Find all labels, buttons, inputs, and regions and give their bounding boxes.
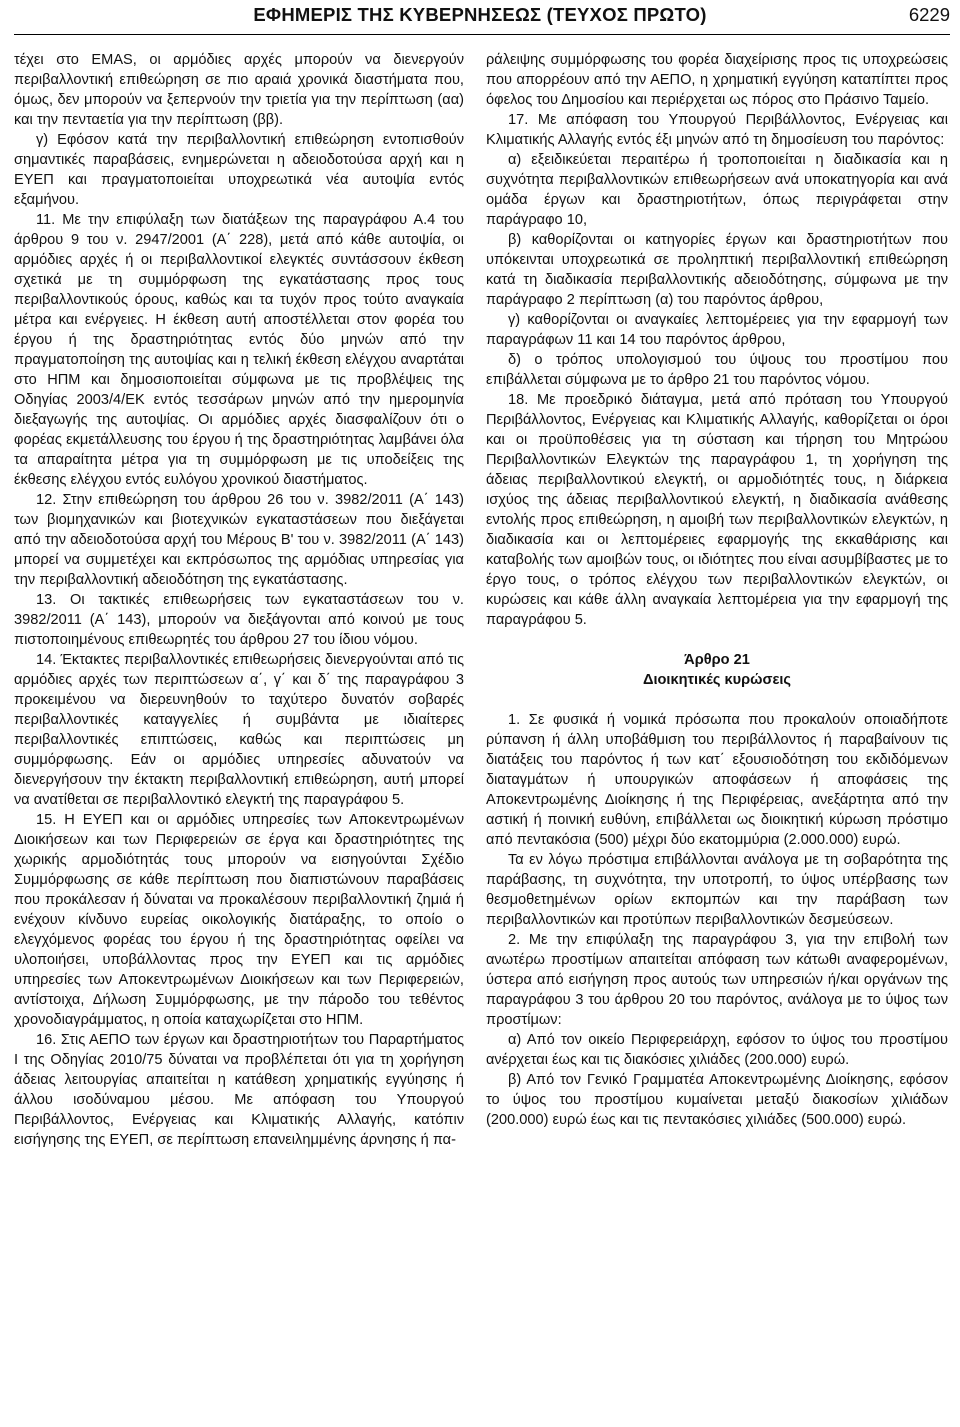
paragraph: 2. Με την επιφύλαξη της παραγράφου 3, για την επιβολή των ανωτέρω προστίμων απαιτείται απόφαση των κάτωθι αναφερομένων, ύστερα από εισήγηση προς αυτούς των υπηρεσιών ή/και οργάνων της παραγράφου 3 του άρθρου 20 του παρόντος, ανάλογα με το ύψος των προστίμων: xyxy=(486,932,948,1028)
left-column xyxy=(14,50,464,1150)
spacer xyxy=(486,690,948,710)
paragraph: ράλειψης συμμόρφωσης του φορέα διαχείρισης προς τις υποχρεώσεις που απορρέουν από την ΑΕΠΟ, η χρηματική εγγύηση καταπίπτει προς όφελος του Δημοσίου και περιέρχεται ως πόρος στο Πράσινο Ταμείο. xyxy=(486,52,948,108)
paragraph: 14. Έκτακτες περιβαλλοντικές επιθεωρήσεις διενεργούνται από τις αρμόδιες αρχές των περιπτώσεων α΄, γ΄ και δ΄ της παραγράφου 3 προκειμένου να διερευνηθούν το ταχύτερο δυνατόν σοβαρές περιβαλλοντικές καταγγελίες ή συμβάντα με ιδιαίτερες περιβαλλοντικές επιπτώσεις, καθώς και περιπτώσεις μη συμμόρφωσης. Εάν οι αρμόδιες υπηρεσίες αδυνατούν να διενεργήσουν την έκτακτη περιβαλλοντική επιθεώρηση, αυτή μπορεί να ανατίθεται σε περιβαλλοντικό ελεγκτή της παραγράφου 5. xyxy=(14,652,464,808)
paragraph: 11. Με την επιφύλαξη των διατάξεων της παραγράφου Α.4 του άρθρου 9 του ν. 2947/2001 (Α΄ 228), μετά από κάθε αυτοψία, οι αρμόδιες αρχές ή οι περιβαλλοντικοί ελεγκτές συντάσσουν έκθεση σχετικά με τη συμμόρφωση της εγκατάστασης προς τους περιβαλλοντικούς όρους, καθώς και τα τυχόν προς τούτο αναγκαία μέτρα και ενέργειες. Η έκθεση αυτή αποστέλλεται στον φορέα του έργου ή της δραστηριότητας εντός δύο μηνών από την πραγματοποίηση της αυτοψίας και η τελική έκθεση ελέγχου αναρτάται στο ΗΠΜ και δημοσιοποιείται σύμφωνα με τις προβλέψεις της Οδηγίας 2003/4/ΕΚ εντός τεσσάρων μηνών από την ημερομηνία διεξαγωγής της αυτοψίας. Οι αρμόδιες αρχές διασφαλίζουν ότι ο φορέας εκμετάλλευσης του έργου ή της δραστηριότητας λαμβάνει όλα τα απαραίτητα μέτρα για τη συμμόρφωση με τις υποδείξεις της έκθεσης ελέγχου εντός ευλόγου χρονικού διαστήματος. xyxy=(14,212,464,488)
article-title: Διοικητικές κυρώσεις xyxy=(642,672,792,688)
paragraph: τέχει στο EMAS, οι αρμόδιες αρχές μπορούν να διενεργούν περιβαλλοντική επιθεώρηση σε πιο αραιά χρονικά διαστήματα που, όμως, δεν μπορούν να ξεπερνούν την τριετία για την περίπτωση (αα) και την πενταετία για την περίπτωση (ββ). xyxy=(14,52,464,128)
page-header xyxy=(0,0,960,36)
paragraph: 1. Σε φυσικά ή νομικά πρόσωπα που προκαλούν οποιαδήποτε ρύπανση ή άλλη υποβάθμιση του περιβάλλοντος ή παραβαίνουν τις διατάξεις του παρόντος ή των κατ΄ εξουσιοδότηση του εκδιδόμενων διαταγμάτων ή υπουργικών αποφάσεων ή αποφάσεις της Αποκεντρωμένης Διοίκησης ή της Περιφέρειας, ανεξάρτητα από την αστική ή ποινική ευθύνη, επιβάλλεται ως διοικητική κύρωση πρόστιμο από πεντακόσια (500) μέχρι δύο εκατομμύρια (2.000.000) ευρώ. xyxy=(486,712,948,848)
paragraph: α) εξειδικεύεται περαιτέρω ή τροποποιείται η διαδικασία και η συχνότητα περιβαλλοντικών επιθεωρήσεων ανά υποκατηγορία και ανά ομάδα έργων και δραστηριοτήτων, όπως περιγράφεται στην παράγραφο 10, xyxy=(486,152,948,228)
publication-title: ΕΦΗΜΕΡΙΣ ΤΗΣ ΚΥΒΕΡΝΗΣΕΩΣ (ΤΕΥΧΟΣ ΠΡΩΤΟ) xyxy=(253,4,707,25)
paragraph: γ) Εφόσον κατά την περιβαλλοντική επιθεώρηση εντοπισθούν σημαντικές παραβάσεις, ενημερώνεται η αδειοδοτούσα αρχή και η ΕΥΕΠ και πραγματοποιείται υποχρεωτικά νέα αυτοψία εντός εξαμήνου. xyxy=(14,132,464,208)
article-number: Άρθρο 21 xyxy=(684,652,750,668)
paragraph: 12. Στην επιθεώρηση του άρθρου 26 του ν. 3982/2011 (Α΄ 143) των βιομηχανικών και βιοτεχνικών εγκαταστάσεων που διεξάγεται από την αδειοδοτούσα αρχή του Μέρους Β' του ν. 3982/2011 (Α΄ 143) μπορεί να συμμετέχει και εκπρόσωπος της αρμόδιας υπηρεσίας για την περιβαλλοντική αδειοδότηση της εγκατάστασης. xyxy=(14,492,464,588)
paragraph: α) Από τον οικείο Περιφερειάρχη, εφόσον το ύψος του προστίμου ανέρχεται έως και τις διακόσιες χιλιάδες (200.000) ευρώ. xyxy=(486,1032,948,1068)
paragraph: 13. Οι τακτικές επιθεωρήσεις των εγκαταστάσεων του ν. 3982/2011 (Α΄ 143), μπορούν να διεξάγονται από κοινού με τους πιστοποιημένους επιθεωρητές του άρθρου 27 του ίδιου νόμου. xyxy=(14,592,464,648)
spacer xyxy=(486,630,948,650)
paragraph: β) Από τον Γενικό Γραμματέα Αποκεντρωμένης Διοίκησης, εφόσον το ύψος του προστίμου κυμαίνεται μεταξύ διακοσίων χιλιάδων (200.000) ευρώ έως και τις πεντακόσιες χιλιάδες (500.000) ευρώ. xyxy=(486,1072,948,1128)
header-rule xyxy=(14,34,950,35)
page-number: 6229 xyxy=(908,4,950,25)
paragraph: Τα εν λόγω πρόστιμα επιβάλλονται ανάλογα με τη σοβαρότητα της παράβασης, τη συχνότητα, την υποτροπή, το ύψος υπέρβασης των θεσμοθετημένων ορίων εκπομπών και την παράβαση των περιβαλλοντικών και προτύπων περιβαλλοντικών δεσμεύσεων. xyxy=(486,852,948,928)
paragraph: 18. Με προεδρικό διάταγμα, μετά από πρόταση του Υπουργού Περιβάλλοντος, Ενέργειας και Κλιματικής Αλλαγής, καθορίζεται οι όροι και οι προϋποθέσεις για τη σύσταση και τήρηση του Μητρώου Περιβαλλοντικών Ελεγκτών της παραγράφου 1, τη χορήγηση της άδειας περιβαλλοντικού ελεγκτή, οι αρμοδιότητές τους, η διάρκεια ισχύος της άδειας περιβαλλοντικού ελεγκτή, η διαδικασία ανάθεσης εντολής προς επιθεώρηση, η αμοιβή των περιβαλλοντικών ελεγκτών, η διαδικασία και οι λεπτομέρειες εφαρμογής της εκκαθάρισης και καταβολής των αμοιβών τους, οι ιδιότητες που είναι ασυμβίβαστες με το έργο τους, ο τρόπος ελέγχου των περιβαλλοντικών ελεγκτών, οι κυρώσεις και κάθε άλλη αναγκαία λεπτομέρεια για την εφαρμογή της παραγράφου 5. xyxy=(486,392,949,628)
paragraph: γ) καθορίζονται οι αναγκαίες λεπτομέρειες για την εφαρμογή των παραγράφων 11 και 14 του παρόντος άρθρου, xyxy=(486,312,948,348)
paragraph: β) καθορίζονται οι κατηγορίες έργων και δραστηριοτήτων που υπόκεινται υποχρεωτικά σε προληπτική περιβαλλοντική επιθεώρηση κατά τη διαδικασία περιβαλλοντικής αδειοδότησης, σύμφωνα με την παράγραφο 2 περίπτωση (α) του παρόντος άρθρου, xyxy=(486,232,948,308)
right-column xyxy=(486,50,948,1130)
paragraph: 15. Η ΕΥΕΠ και οι αρμόδιες υπηρεσίες των Αποκεντρωμένων Διοικήσεων και των Περιφερειών σε έργα και δραστηριότητες της χωρικής αρμοδιότητάς τους μπορούν να εισηγούνται Σχέδιο Συμμόρφωσης σε κάθε περίπτωση που διαπιστώνουν παραβάσεις που προκάλεσαν ή δύναται να προκαλέσουν περιβαλλοντική ζημιά ή ενέχουν κίνδυνο ευρείας οικολογικής διατάραξης, το οποίο ο ελεγχόμενος φορέας του έργου ή της δραστηριότητας οφείλει να υλοποιήσει, υποβάλλοντας προς την ΕΥΕΠ και τις αρμόδιες υπηρεσίες των Αποκεντρωμένων Διοικήσεων και των Περιφερειών, αντίστοιχα, Δήλωση Συμμόρφωσης, με την πάροδο του τεθέντος χρονοδιαγράμματος, η οποία καταχωρίζεται στο ΗΠΜ. xyxy=(14,812,464,1028)
paragraph: 17. Με απόφαση του Υπουργού Περιβάλλοντος, Ενέργειας και Κλιματικής Αλλαγής εντός έξι μηνών από τη δημοσίευση του παρόντος: xyxy=(486,112,948,148)
paragraph: δ) ο τρόπος υπολογισμού του ύψους του προστίμου που επιβάλλεται σύμφωνα με το άρθρο 21 του παρόντος νόμου. xyxy=(486,352,948,388)
paragraph: 16. Στις ΑΕΠΟ των έργων και δραστηριοτήτων του Παραρτήματος Ι της Οδηγίας 2010/75 δύναται να προβλέπεται ότι για τη χορήγηση άδειας λειτουργίας απαιτείται η κατάθεση χρηματικής εγγύησης ή άλλου ισοδύναμου μέσου. Με απόφαση του Υπουργού Περιβάλλοντος, Ενέργειας και Κλιματικής Αλλαγής, κατόπιν εισήγησης της ΕΥΕΠ, σε περίπτωση επανειλημμένης άρνησης ή πα- xyxy=(14,1032,464,1148)
